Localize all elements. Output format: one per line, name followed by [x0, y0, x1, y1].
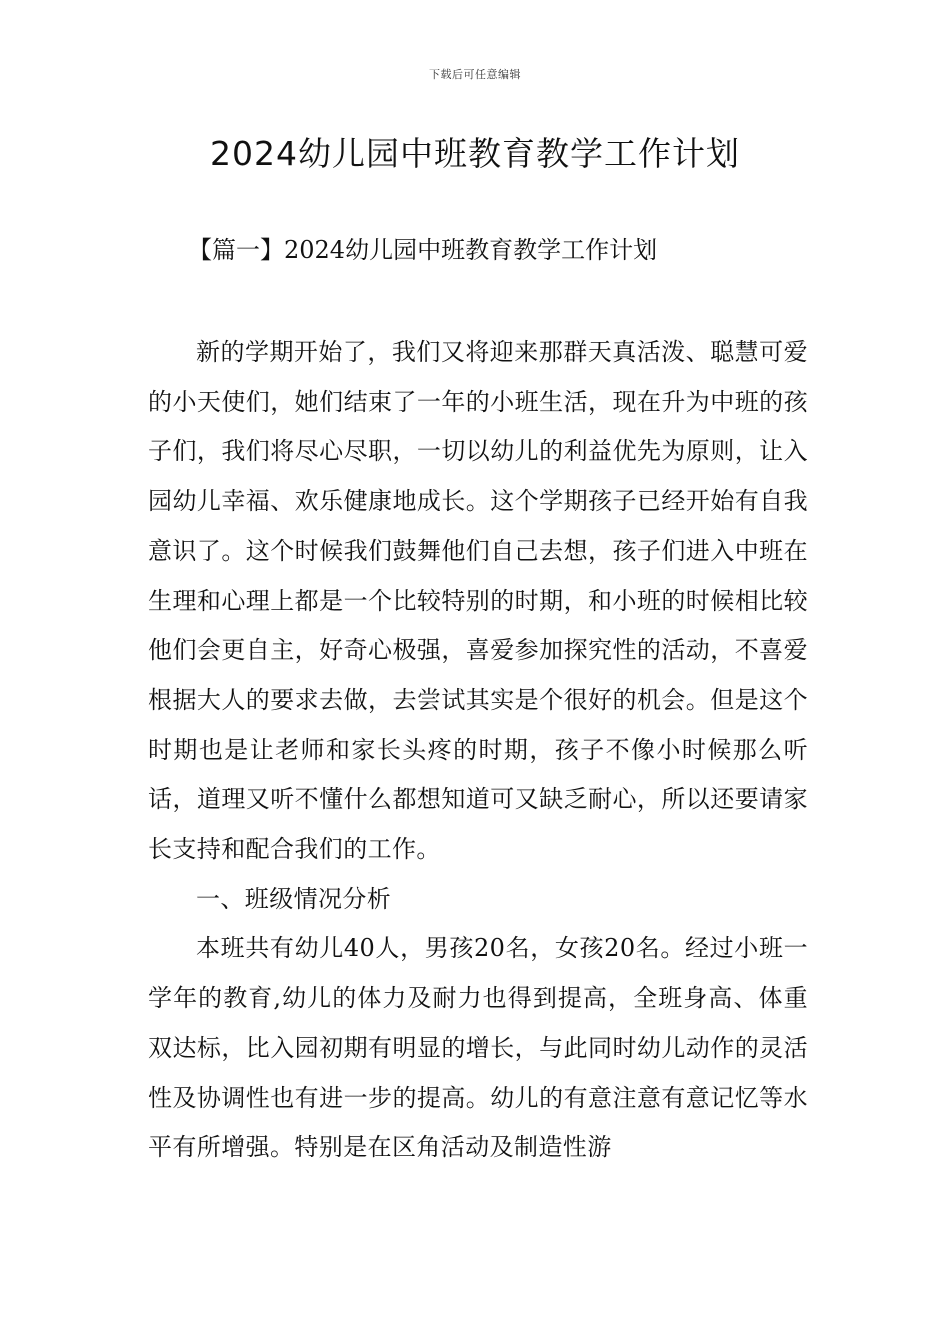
- paragraph-section-class-analysis: 一、班级情况分析: [196, 884, 392, 913]
- section-heading: 【篇一】2024幼儿园中班教育教学工作计划: [188, 236, 658, 264]
- paragraph-class-overview: 本班共有幼儿40人，男孩20名，女孩20名。经过小班一学年的教育,幼儿的体力及耐力也得到提高，全班身高、体重双达标，比入园初期有明显的增长，与此同时幼儿动作的灵活性及协调性也有进一步的提高。幼儿的有意注意有意记忆等水平有所增强。特别是在区角活动及制造性游: [148, 934, 808, 1162]
- document-body: [148, 328, 808, 1173]
- paragraph-intro: 新的学期开始了，我们又将迎来那群天真活泼、聪慧可爱的小天使们，她们结束了一年的小班生活，现在升为中班的孩子们，我们将尽心尽职，一切以幼儿的利益优先为原则，让入园幼儿幸福、欢乐健康地成长。这个学期孩子已经开始有自我意识了。这个时候我们鼓舞他们自己去想，孩子们进入中班在生理和心理上都是一个比较特别的时期，和小班的时候相比较他们会更自主，好奇心极强，喜爱参加探究性的活动，不喜爱根据大人的要求去做，去尝试其实是个很好的机会。但是这个时期也是让老师和家长头疼的时期，孩子不像小时候那么听话，道理又听不懂什么都想知道可又缺乏耐心，所以还要请家长支持和配合我们的工作。: [148, 338, 808, 864]
- document-title: 2024幼儿园中班教育教学工作计划: [210, 134, 740, 173]
- header-note: 下载后可任意编辑: [429, 68, 521, 81]
